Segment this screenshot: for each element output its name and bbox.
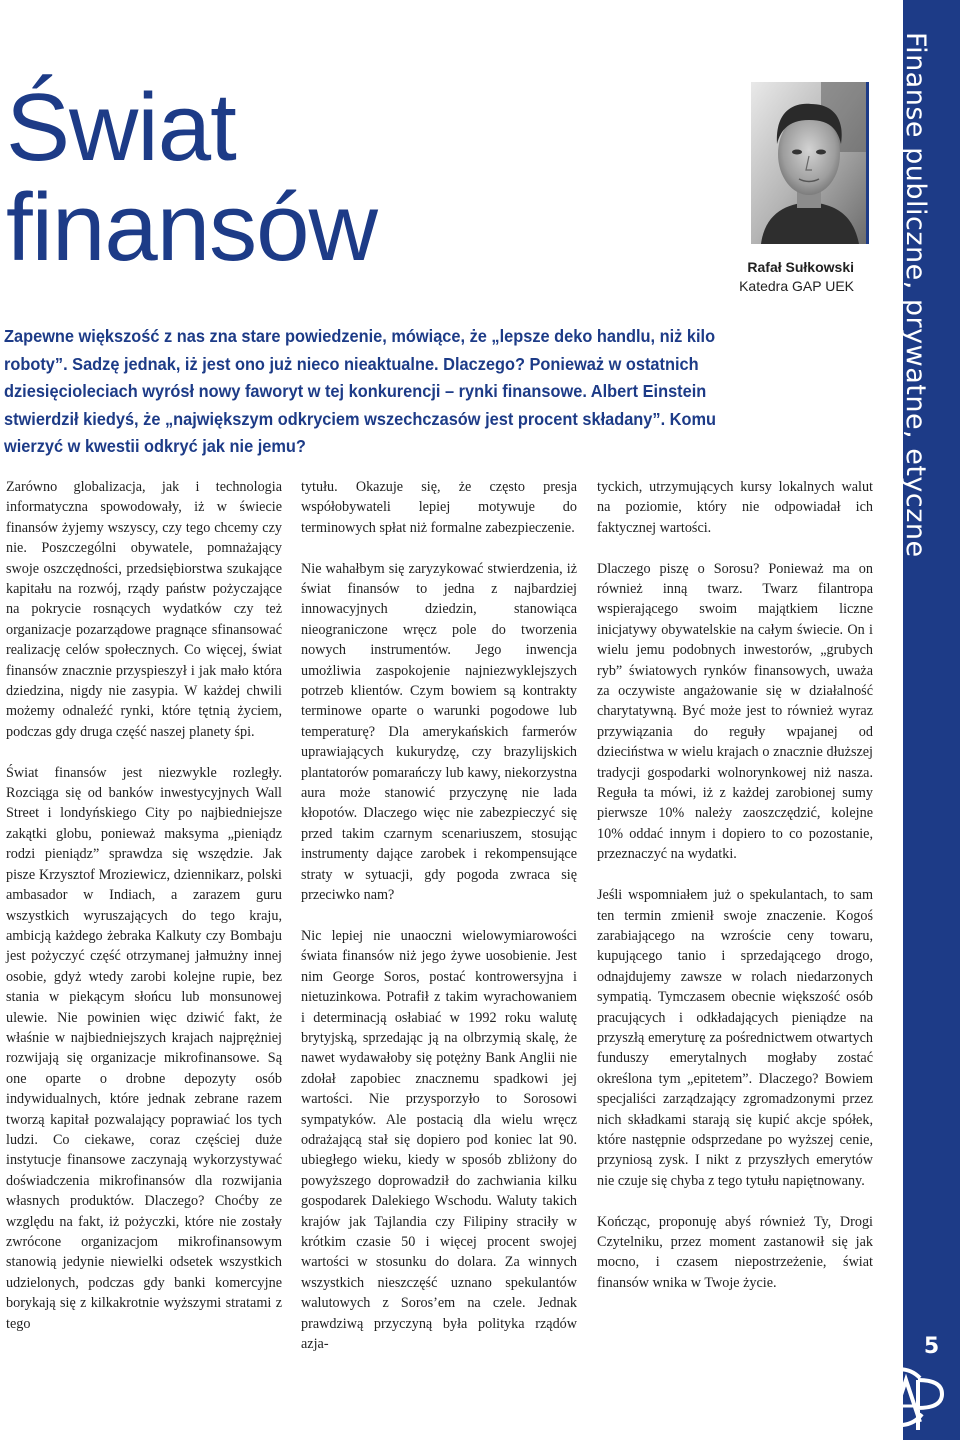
lead-paragraph: Zapewne większość z nas zna stare powiedzenie, mówiące, że „lepsze deko handlu, niż kilo roboty”. Sadzę jednak, iż jest ono już nieco nieaktualne. Dlaczego? Ponieważ w ostatnich dziesięcioleciach wyrósł nowy faworyt w tej konkurencji – rynki finansowe. Albert Einstein stwierdził kiedyś, że „największym odkryciem wszechczasów jest procent składany”. Komu wierzyć w kwestii odkryć jak nie jemu? bbox=[4, 326, 717, 456]
title-line-1: Świat bbox=[6, 74, 236, 181]
author-name: Rafał Sułkowski bbox=[747, 259, 854, 275]
article-title bbox=[6, 74, 377, 281]
paragraph: Dlaczego piszę o Sorosu? Ponieważ ma on również inną twarz. Twarz filantropa wspierającego swoim majątkiem liczne inicjatywy obywatelskie na całym świecie. On i wielu jemu podobnych inwestorów, „grubych ryb” światowych rynków finansowych, uważa za oczywiste angażowanie się w działalność charytatywną. Być może jest to również wyraz przywiązania do reguły wpajanej od dzieciństwa w wielu krajach o znacznie dłuższej tradycji gospodarki wolnorynkowej niż nasza. Reguła ta mówi, iż z każdej zarobionej sumy pierwsze 10% należy zaoszczędzić, kolejne 10% oddać innym i dopiero to co pozostanie, przeznaczyć na wydatki. bbox=[597, 560, 873, 863]
paragraph: Świat finansów jest niezwykle rozległy. Rozciąga się od banków inwestycyjnych Wall Street i londyńskiego City po najbiedniejsze zakątki globu, ponieważ maksyma „pieniądz rodzi pieniądz” sprawdza się wszędzie. Jak pisze Krzysztof Mroziewicz, dziennikarz, polski ambasador w Indiach, a zarazem guru wszystkich wyruszających do tego kraju, ambicją każdego żebraka Kalkuty czy Bombaju jest pożyczyć część otrzymanej jałmużny innej osobie, gdyż wtedy zarobi kolejne rupie, bez stania w piekącym słońcu lub monsunowej ulewie. Nie powinien więc dziwić fakt, że właśnie w najbiedniejszych krajach najprężniej rozwijają się organizacje mikrofinansowe. Są one oparte o drobne depozyty osób indywidualnych, które jednak zebrane razem tworzą kapitał pozwalający poprawiać los tych ludzi. Co ciekawe, coraz częściej duże instytucje finansowe zaczynają wykorzystywać doświadczenia mikrofinansów dla rozwijania własnych produktów. Dlaczego? Choćby ze względu na fakt, iż pożyczki, które nie zostały zwrócone organizacjom mikrofinansowym stanowią jedynie niewielki odsetek wszystkich udzielonych, podczas gdy banki komercyjne borykają się z kilkakrotnie wyższymi stratami z tego bbox=[6, 764, 282, 1332]
column-3 bbox=[597, 477, 873, 1314]
column-2 bbox=[301, 477, 577, 1375]
paragraph: tyckich, utrzymujących kursy lokalnych walut na poziomie, który nie odpowiadał ich faktycznej wartości. bbox=[597, 479, 873, 536]
paragraph: Kończąc, proponuję abyś również Ty, Drogi Czytelniku, przez moment zastanowił się jak mocno, i czasem niepostrzeżenie, świat finansów wnika w Twoje życie. bbox=[597, 1213, 873, 1291]
paragraph: Nic lepiej nie unaoczni wielowymiarowości świata finansów niż jego żywe uosobienie. Jest nim George Soros, postać kontrowersyjna i nietuzinkowa. Potrafił z takim wyrachowaniem i determinacją osłabiać w 1992 roku walutę brytyjską, sprzedając ją na olbrzymią skalę, że nawet wydawałoby się potężny Bank Anglii nie zdołał zapobiec znacznemu spadkowi jej wartości. Nie przysporzyło to Sorosowi sympatyków. Ale postacią dla wielu wręcz odrażającą stał się dopiero pod koniec lat 90. ubiegłego wieku, kiedy w sposób zbliżony do powyższego doprowadził do zachwiania kilku gospodarek Dalekiego Wschodu. Waluty takich krajów jak Tajlandia czy Filipiny straciły w krótkim czasie 50 i więcej procent swojej wartości w stosunku do dolara. Za winnych wszystkich nieszczęść uznano spekulantów walutowych z Soros’em na czele. Jednak prawdziwą przyczyną była polityka rządów azja- bbox=[301, 927, 577, 1353]
section-label: Finanse publiczne, prywatne, etyczne bbox=[900, 32, 931, 558]
author-block bbox=[739, 258, 854, 296]
paragraph: Nie wahałbym się zaryzykować stwierdzenia, iż świat finansów to jedna z najbardziej innowacyjnych dziedzin, stanowiąca nieograniczone wręcz pole do tworzenia nowych instrumentów. Jego inwencja umożliwia zaspokojenie najniezwyklejszych potrzeb klientów. Czym bowiem są kontrakty terminowe oparte o warunki pogodowe lub temperaturę? Dla amerykańskich farmerów uprawiających kukurydzę, czy brazylijskich plantatorów pomarańczy lub kawy, niekorzystna aura może stanowić przyczynę nie lada kłopotów. Dlaczego więc nie zabezpieczyć się przed takim czarnym scenariuszem, stosując instrumenty dające zarobek i rekompensujące straty w sytuacji, gdy pogoda zwraca się przeciwko nam? bbox=[301, 560, 577, 904]
paragraph: Jeśli wspomniałem już o spekulantach, to sam ten termin zmienił swoje znaczenie. Kogoś zarabiającego na wzroście ceny towaru, kupującego tanio i sprzedającego drogo, odnajdujemy zawsze w rolach niedarzonych sympatią. Tymczasem obecnie większość osób pracujących i odkładających pieniądze na przyszłą emeryturę za pośrednictwem otwartych funduszy emerytalnych mogłaby zostać określona tym „epitetem”. Dlaczego? Bowiem specjaliści zarządzający zgromadzonymi przez nich składkami starają się kupić akcje spółek, które następnie odsprzedane po wyższej cenie, przyniosą zysk. I nikt z przyszłych emerytów nie czuje się chyba z tego tytułu napiętnowany. bbox=[597, 887, 873, 1189]
gap-logo-icon bbox=[862, 1364, 946, 1434]
title-line-2: finansów bbox=[6, 174, 377, 281]
author-photo bbox=[751, 82, 869, 244]
page-number: 5 bbox=[923, 1334, 940, 1359]
column-1 bbox=[6, 477, 282, 1354]
paragraph: Zarówno globalizacja, jak i technologia informatyczna spowodowały, iż w świecie finansów żyjemy wszyscy, czy tego chcemy czy nie. Poszczególni obywatele, pomnażający swoje oszczędności, przedsiębiorstwa szukające kapitału na rozwój, rządy państw pożyczające na pokrycie rosnących wydatków czy też organizacje pozarządowe pragnące sfinansować realizację celów społecznych. Co więcej, świat finansów znacznie przyspieszył i jak mało która dziedzina, nigdy nie zasypia. W każdej chwili możemy odnaleźć rynki, które tętnią życiem, podczas gdy druga część naszej planety śpi. bbox=[6, 479, 282, 740]
author-department: Katedra GAP UEK bbox=[739, 278, 854, 294]
paragraph: tytułu. Okazuje się, że często presja współobywateli lepiej motywuje do terminowych spłat niż formalne zabezpieczenie. bbox=[301, 479, 577, 536]
